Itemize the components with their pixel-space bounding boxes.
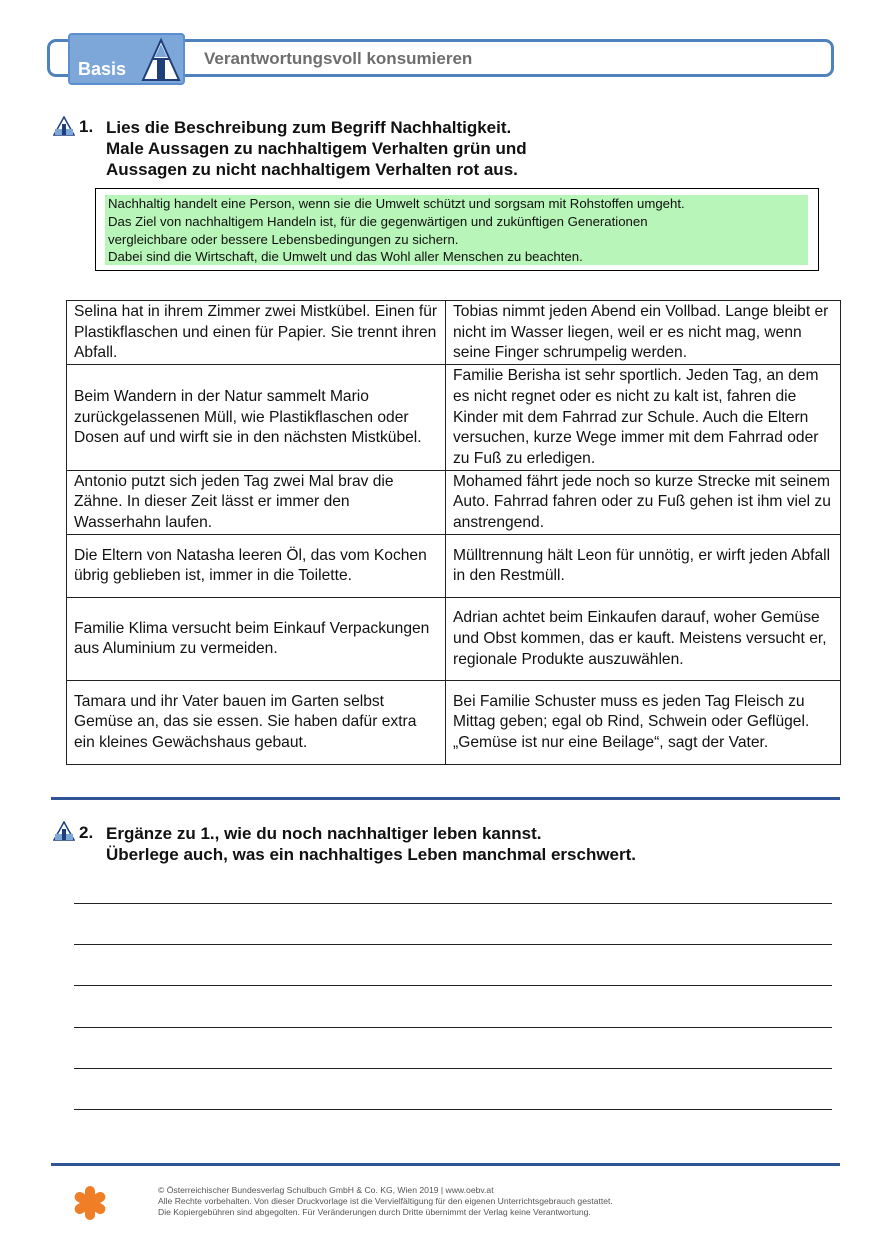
- task2-line: Ergänze zu 1., wie du noch nachhaltiger leben kannst.: [106, 824, 542, 843]
- section-divider: [51, 797, 840, 800]
- answer-line[interactable]: [74, 1109, 832, 1110]
- footer-divider: [51, 1163, 840, 1166]
- task2-number: 2.: [79, 823, 94, 842]
- table-row: [67, 470, 841, 534]
- definition-line: Das Ziel von nachhaltigem Handeln ist, für die gegenwärtigen und zukünftigen Generationen: [108, 214, 648, 229]
- page-title: Verantwortungsvoll konsumieren: [204, 49, 473, 68]
- statement-cell[interactable]: Familie Klima versucht beim Einkauf Verpackungen aus Aluminium zu vermeiden.: [67, 597, 446, 680]
- statement-cell[interactable]: Die Eltern von Natasha leeren Öl, das vom Kochen übrig geblieben ist, immer in die Toilette.: [67, 534, 446, 597]
- statement-cell[interactable]: Adrian achtet beim Einkaufen darauf, woher Gemüse und Obst kommen, das er kauft. Meistens versucht er, regionale Produkte auszuwählen.: [446, 597, 841, 680]
- statement-cell[interactable]: Selina hat in ihrem Zimmer zwei Mistkübel. Einen für Plastikflaschen und einen für Papier. Sie trennt ihren Abfall.: [67, 301, 446, 365]
- table-row: [67, 597, 841, 680]
- definition-box: [95, 188, 819, 271]
- task1-number: 1.: [79, 117, 94, 136]
- table-row: [67, 301, 841, 365]
- level-basis-icon: [53, 821, 75, 841]
- statement-cell[interactable]: Tobias nimmt jeden Abend ein Vollbad. Lange bleibt er nicht im Wasser liegen, weil er es nicht mag, wenn seine Finger schrumpelig werden.: [446, 301, 841, 365]
- answer-line[interactable]: [74, 903, 832, 904]
- publisher-logo-icon: [70, 1184, 110, 1222]
- table-row: [67, 680, 841, 764]
- task2-line: Überlege auch, was ein nachhaltiges Leben manchmal erschwert.: [106, 845, 637, 864]
- table-row: [67, 534, 841, 597]
- task1-line: Aussagen zu nicht nachhaltigem Verhalten rot aus.: [106, 160, 518, 179]
- definition-line: vergleichbare oder bessere Lebensbedingungen zu sichern.: [108, 232, 459, 247]
- statement-cell[interactable]: Mohamed fährt jede noch so kurze Strecke mit seinem Auto. Fahrrad fahren oder zu Fuß gehen ist ihm viel zu anstrengend.: [446, 470, 841, 534]
- definition-line: Dabei sind die Wirtschaft, die Umwelt und das Wohl aller Menschen zu beachten.: [108, 249, 583, 264]
- task1-line: Male Aussagen zu nachhaltigem Verhalten grün und: [106, 139, 527, 158]
- answer-line[interactable]: [74, 944, 832, 945]
- level-triangle-icon: [140, 37, 182, 83]
- statement-cell[interactable]: Beim Wandern in der Natur sammelt Mario zurückgelassenen Müll, wie Plastikflaschen oder Dosen auf und wirft sie in den nächsten Mistkübel.: [67, 365, 446, 471]
- statement-cell[interactable]: Familie Berisha ist sehr sportlich. Jeden Tag, an dem es nicht regnet oder es nicht zu kalt ist, fahren die Kinder mit dem Fahrrad zur Schule. Auch die Eltern versuchen, kurze Wege immer mit dem Fahrrad oder zu Fuß zu erledigen.: [446, 365, 841, 471]
- copyright-line: © Österreichischer Bundesverlag Schulbuch GmbH & Co. KG, Wien 2019 | www.oebv.at: [158, 1185, 494, 1195]
- table-row: [67, 365, 841, 471]
- statement-cell[interactable]: Bei Familie Schuster muss es jeden Tag Fleisch zu Mittag geben; egal ob Rind, Schwein oder Geflügel. „Gemüse ist nur eine Beilage“, sagt der Vater.: [446, 680, 841, 764]
- answer-line[interactable]: [74, 1027, 832, 1028]
- level-basis-icon: [53, 116, 75, 136]
- statement-cell[interactable]: Antonio putzt sich jeden Tag zwei Mal brav die Zähne. In dieser Zeit lässt er immer den Wasserhahn laufen.: [67, 470, 446, 534]
- copyright-line: Alle Rechte vorbehalten. Von dieser Druckvorlage ist die Vervielfältigung für den eigenen Unterrichtsgebrauch gestattet.: [158, 1196, 613, 1206]
- answer-line[interactable]: [74, 985, 832, 986]
- statement-cell[interactable]: Mülltrennung hält Leon für unnötig, er wirft jeden Abfall in den Restmüll.: [446, 534, 841, 597]
- task2-instructions: [106, 823, 636, 865]
- statement-cell[interactable]: Tamara und ihr Vater bauen im Garten selbst Gemüse an, das sie essen. Sie haben dafür extra ein kleines Gewächshaus gebaut.: [67, 680, 446, 764]
- statements-table: [66, 300, 841, 765]
- basis-badge: [68, 33, 185, 85]
- task1-instructions: [106, 117, 527, 180]
- copyright-line: Die Kopiergebühren sind abgegolten. Für Veränderungen durch Dritte übernimmt der Verlag keine Verantwortung.: [158, 1207, 591, 1217]
- task1-line: Lies die Beschreibung zum Begriff Nachhaltigkeit.: [106, 118, 512, 137]
- definition-line: Nachhaltig handelt eine Person, wenn sie die Umwelt schützt und sorgsam mit Rohstoffen umgeht.: [108, 196, 685, 211]
- copyright-notice: [158, 1185, 613, 1218]
- answer-line[interactable]: [74, 1068, 832, 1069]
- basis-label: Basis: [78, 59, 127, 79]
